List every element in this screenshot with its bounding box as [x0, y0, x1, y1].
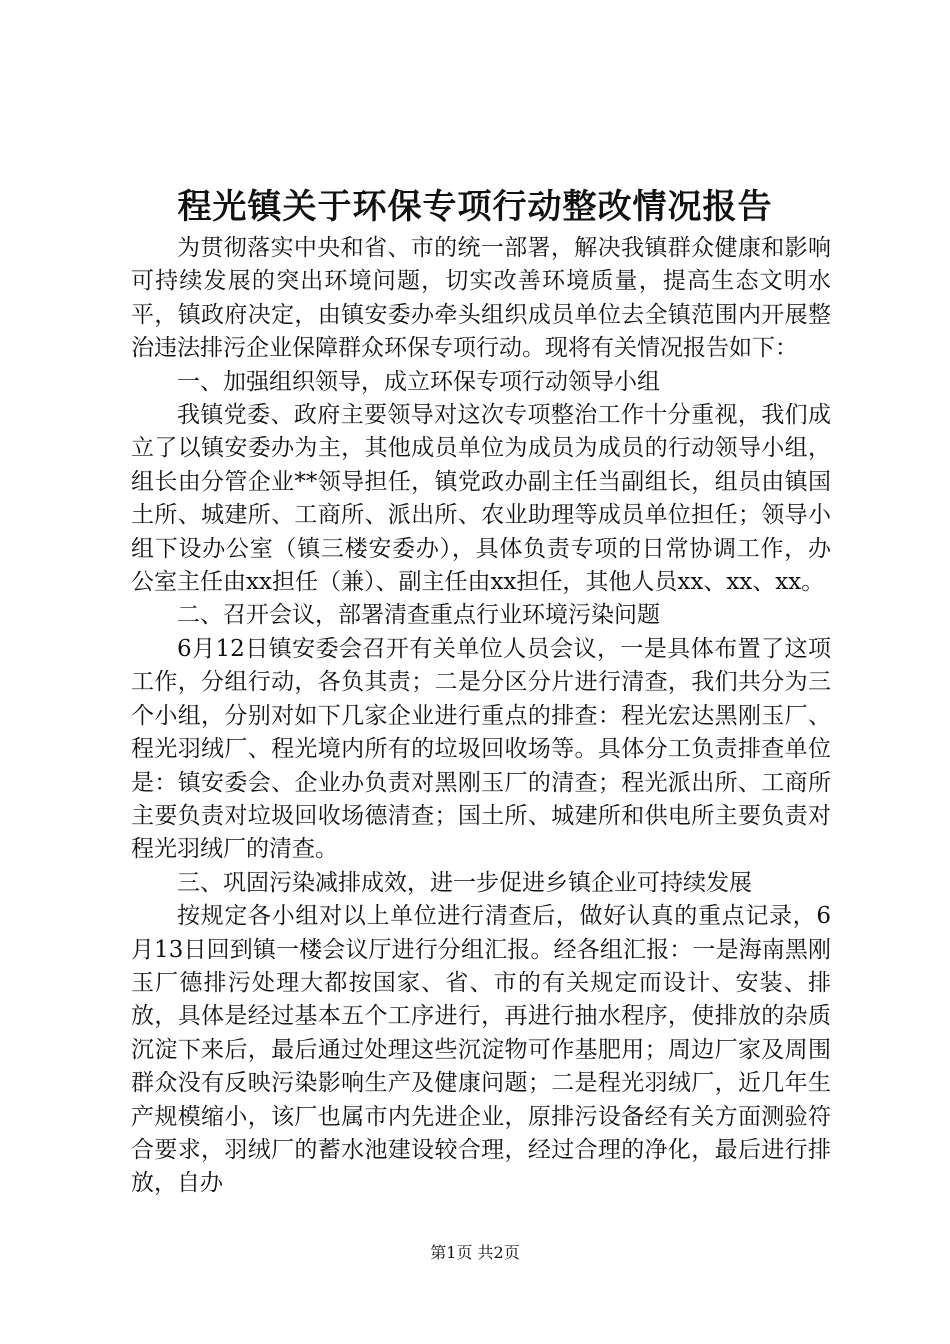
section-paragraph-3: 按规定各小组对以上单位进行清查后，做好认真的重点记录，6月13日回到镇一楼会议厅进行分组汇报。经各组汇报：一是海南黑刚玉厂德排污处理大都按国家、省、市的有关规定而设计、安装、排放，具体是经过基本五个工序进行，再进行抽水程序，使排放的杂质沉淀下来后，最后通过处理这些沉淀物可作基肥用；周边厂家及周围群众没有反映污染影响生产及健康问题；二是程光羽绒厂，近几年生产规模缩小，该厂也属市内先进企业，原排污设备经有关方面测验符合要求，羽绒厂的蓄水池建设较合理，经过合理的净化，最后进行排放，自办: [131, 903, 831, 1197]
page-number-footer: 第1页 共2页: [430, 1243, 520, 1262]
section-heading-2: 二、召开会议，部署清查重点行业环境污染问题: [177, 602, 660, 629]
section-heading-1: 一、加强组织领导，成立环保专项行动领导小组: [177, 368, 660, 395]
section-paragraph-2: 6月12日镇安委会召开有关单位人员会议，一是具体布置了这项工作，分组行动，各负其责；二是分区分片进行清查，我们共分为三个小组，分别对如下几家企业进行重点的排查：程光宏达黑刚玉厂、程光羽绒厂、程光境内所有的垃圾回收场等。具体分工负责排查单位是：镇安委会、企业办负责对黑刚玉厂的清查；程光派出所、工商所主要负责对垃圾回收场德清查；国土所、城建所和供电所主要负责对程光羽绒厂的清查。: [131, 635, 831, 863]
section-heading-3: 三、巩固污染减排成效，进一步促进乡镇企业可持续发展: [177, 869, 752, 896]
document-body: [131, 232, 831, 1201]
document-title: 程光镇关于环保专项行动整改情况报告: [177, 187, 773, 227]
intro-paragraph: 为贯彻落实中央和省、市的统一部署，解决我镇群众健康和影响可持续发展的突出环境问题，切实改善环境质量，提高生态文明水平，镇政府决定，由镇安委办牵头组织成员单位去全镇范围内开展整治违法排污企业保障群众环保专项行动。现将有关情况报告如下：: [131, 235, 831, 362]
section-paragraph-1: 我镇党委、政府主要领导对这次专项整治工作十分重视，我们成立了以镇安委办为主，其他成员单位为成员为成员的行动领导小组，组长由分管企业**领导担任，镇党政办副主任当副组长，组员由镇国土所、城建所、工商所、派出所、农业助理等成员单位担任；领导小组下设办公室（镇三楼安委办），具体负责专项的日常协调工作，办公室主任由xx担任（兼）、副主任由xx担任，其他人员xx、xx、xx。: [131, 402, 831, 596]
